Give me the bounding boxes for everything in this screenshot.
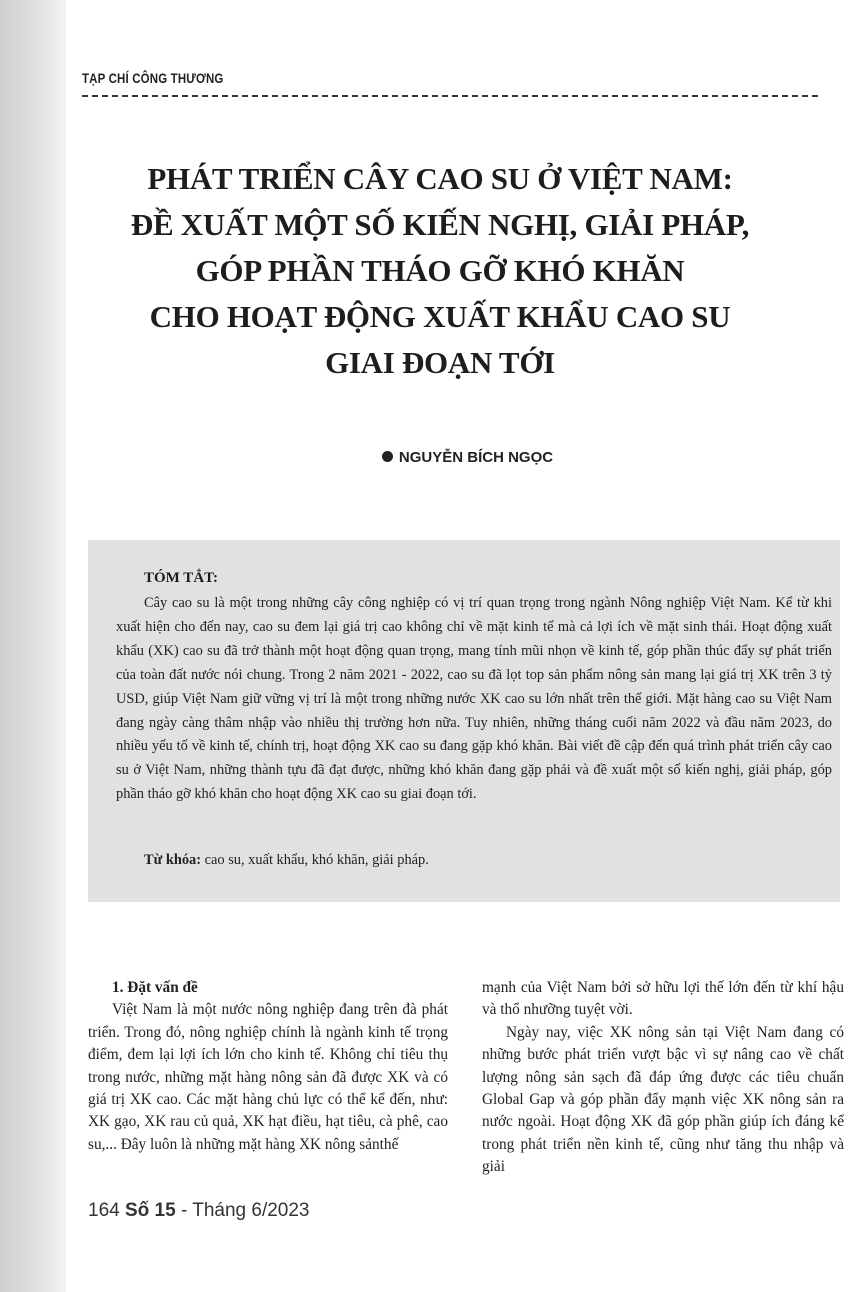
title-line: PHÁT TRIỂN CÂY CAO SU Ở VIỆT NAM:: [147, 161, 733, 196]
page-footer: [88, 1200, 310, 1222]
header-rule: [82, 95, 818, 97]
author-name: NGUYỄN BÍCH NGỌC: [398, 449, 554, 466]
title-line: GIAI ĐOẠN TỚI: [325, 345, 555, 380]
issue-month: Tháng 6/2023: [192, 1200, 310, 1221]
abstract-text: Cây cao su là một trong những cây công nghiệp có vị trí quan trọng trong ngành Nông nghiệp Việt Nam. Kể từ khi xuất hiện cho đến nay, cao su đem lại giá trị cao không chỉ về mặt kinh tế mà cả lợi ích về mặt sinh thái. Hoạt động xuất khẩu (XK) cao su đã trở thành một hoạt động quan trọng, mang tính mũi nhọn về kinh tế, góp phần thúc đẩy sự phát triển của toàn đất nước nói chung. Trong 2 năm 2021 - 2022, cao su đã lọt top sản phẩm nông sản mang lại giá trị XK trên 3 tỷ USD, giúp Việt Nam giữ vững vị trí là một trong những nước XK cao su lớn nhất trên thế giới. Mặt hàng cao su Việt Nam đang ngày càng thâm nhập vào nhiều thị trường hơn nữa. Tuy nhiên, những tháng cuối năm 2022 và đầu năm 2023, do nhiều yếu tố về kinh tế, chính trị, hoạt động XK cao su đang gặp khó khăn. Bài viết đề cập đến quá trình phát triển cây cao su ở Việt Nam, những thành tựu đã đạt được, những khó khăn đang gặp phải và đề xuất một số kiến nghị, giải pháp, góp phần tháo gỡ khó khăn cho hoạt động XK cao su giai đoạn tới.: [116, 595, 832, 803]
title-line: GÓP PHẦN THÁO GỠ KHÓ KHĂN: [195, 253, 685, 288]
body-paragraph: Ngày nay, việc XK nông sản tại Việt Nam đang có những bước phát triển vượt bậc vì sự nâng cao về chất lượng nông sản sạch đã đáp ứng được các tiêu chuẩn Global Gap và góp phần đẩy mạnh việc XK nông sản ra nước ngoài. Hoạt động XK đã góp phần giúp ích đáng kể trong phát triển nền kinh tế, cũng như tăng thu nhập và giải: [482, 1023, 844, 1176]
body-paragraph: mạnh của Việt Nam bởi sở hữu lợi thế lớn đến từ khí hậu và thổ nhưỡng tuyệt vời.: [482, 979, 844, 1019]
abstract-heading: TÓM TẮT:: [144, 570, 219, 586]
body-column-left: [88, 977, 448, 1156]
body-column-right: [482, 977, 844, 1179]
footer-separator: -: [175, 1200, 193, 1221]
keywords: [144, 852, 429, 869]
article-title: [90, 156, 790, 386]
section-heading: 1. Đặt vấn đề: [112, 979, 198, 996]
journal-name: TẠP CHÍ CÔNG THƯƠNG: [82, 70, 224, 86]
keywords-value: cao su, xuất khẩu, khó khăn, giải pháp.: [201, 852, 429, 868]
title-line: CHO HOẠT ĐỘNG XUẤT KHẨU CAO SU: [149, 299, 731, 334]
page-edge-shadow: [0, 0, 66, 1292]
bullet-icon: [382, 451, 393, 462]
author-byline: [0, 449, 852, 466]
keywords-label: Từ khóa:: [144, 852, 202, 868]
title-line: ĐỀ XUẤT MỘT SỐ KIẾN NGHỊ, GIẢI PHÁP,: [130, 207, 750, 242]
issue-number: Số 15: [124, 1200, 176, 1221]
body-paragraph: Việt Nam là một nước nông nghiệp đang trên đà phát triển. Trong đó, nông nghiệp chính là ngành kinh tế trọng điểm, đem lại lợi ích lớn cho kinh tế. Không chỉ tiêu thụ trong nước, những mặt hàng nông sản đã được XK và có giá trị XK cao. Các mặt hàng chủ lực có thể kể đến, như: XK gạo, XK rau củ quả, XK hạt điều, hạt tiêu, cà phê, cao su,... Đây luôn là những mặt hàng XK nông sảnthế: [88, 1001, 448, 1153]
page-number: 164: [88, 1200, 120, 1221]
